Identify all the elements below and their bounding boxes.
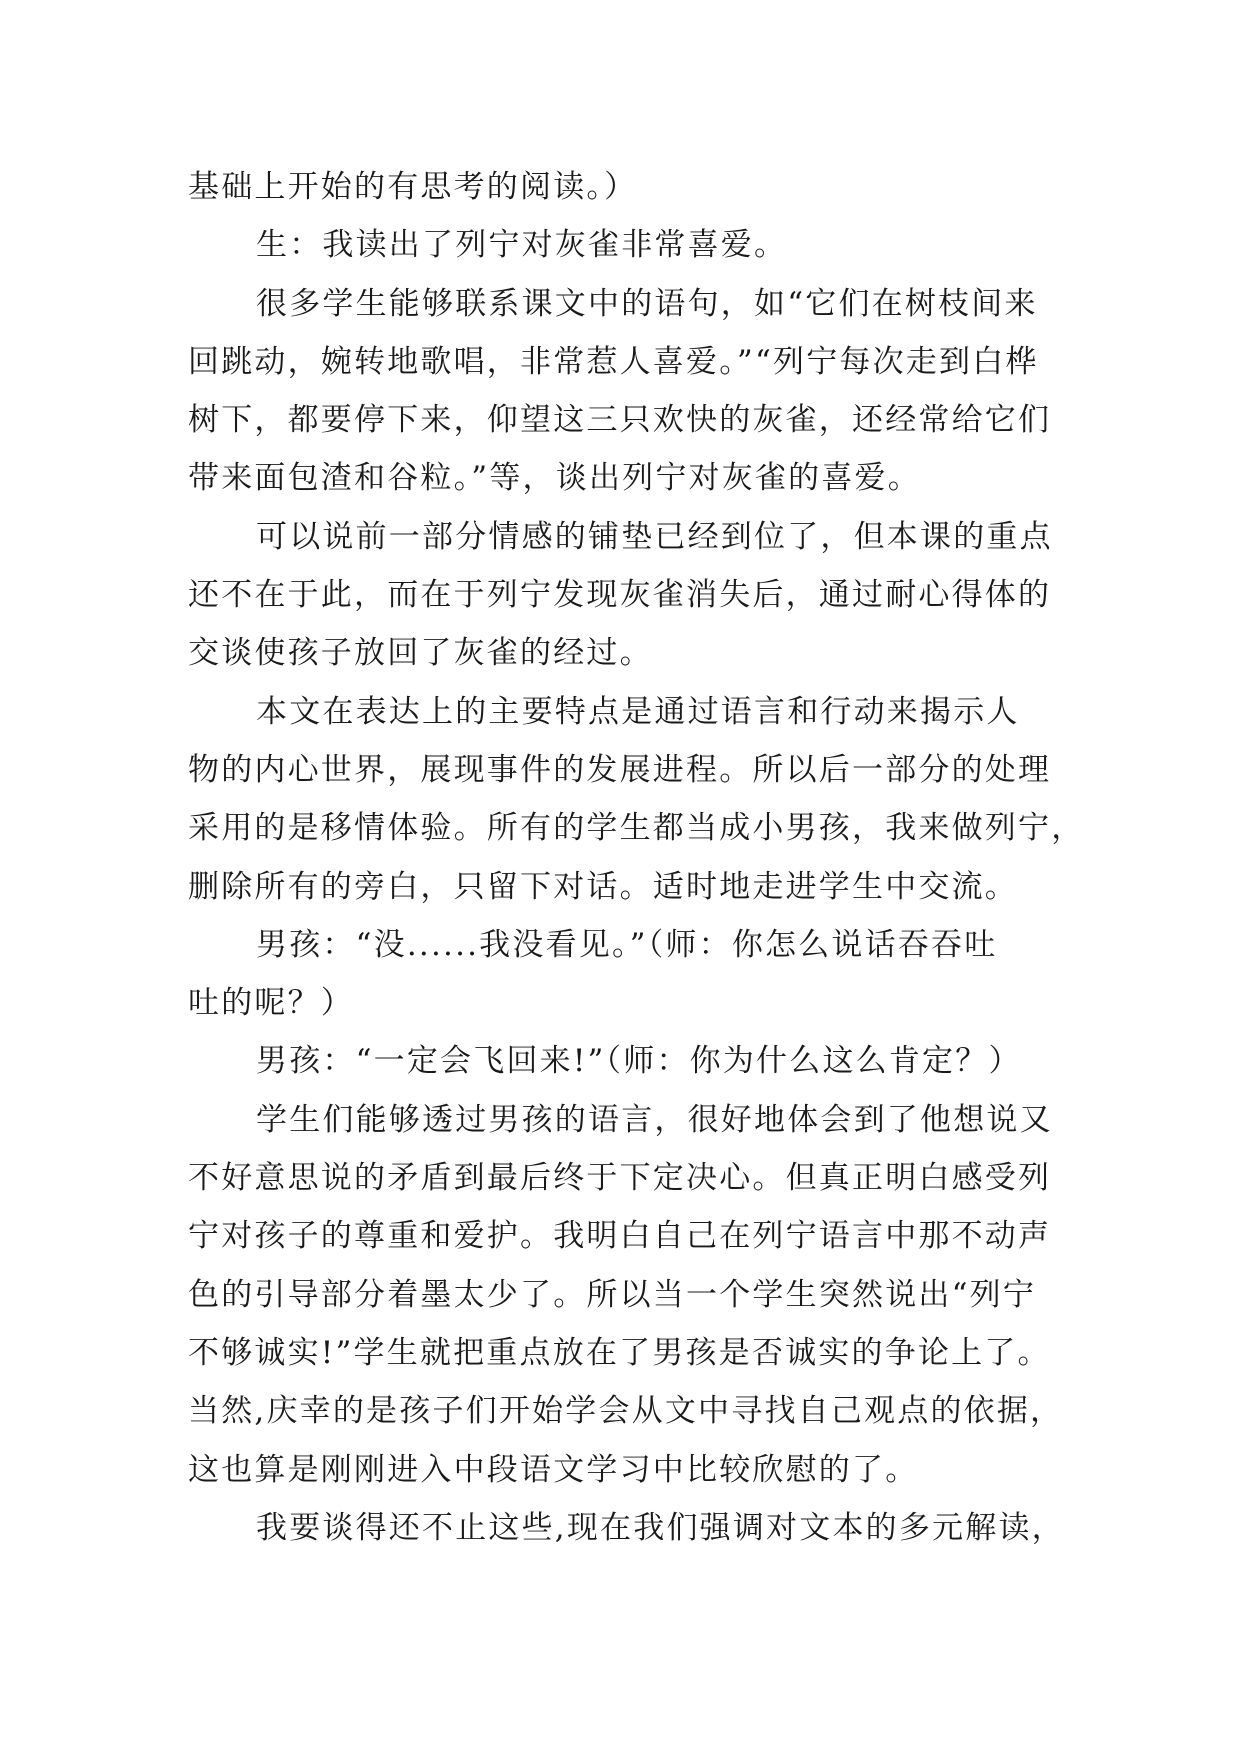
text-line: 物的内心世界，展现事件的发展进程。所以后一部分的处理 [188, 751, 1052, 788]
text-line: 回跳动，婉转地歌唱，非常惹人喜爱。”“列宁每次走到白桦 [188, 343, 1039, 380]
text-line: 采用的是移情体验。所有的学生都当成小男孩，我来做列宁， [188, 810, 1085, 847]
text-line: 男孩：“一定会飞回来!”（师：你为什么这么肯定？） [256, 1043, 1022, 1080]
text-line: 生：我读出了列宁对灰雀非常喜爱。 [256, 227, 788, 264]
text-line: 学生们能够透过男孩的语言，很好地体会到了他想说又 [256, 1101, 1053, 1138]
text-line: 树下，都要停下来，仰望这三只欢快的灰雀，还经常给它们 [188, 402, 1052, 439]
text-line: 交谈使孩子放回了灰雀的经过。 [188, 635, 653, 672]
text-line: 不好意思说的矛盾到最后终于下定决心。但真正明白感受列 [188, 1160, 1052, 1197]
text-line: 宁对孩子的尊重和爱护。我明白自己在列宁语言中那不动声 [188, 1218, 1052, 1255]
text-line: 还不在于此，而在于列宁发现灰雀消失后，通过耐心得体的 [188, 577, 1052, 614]
text-line: 这也算是刚刚进入中段语文学习中比较欣慰的了。 [188, 1451, 919, 1488]
text-line: 色的引导部分着墨太少了。所以当一个学生突然说出“列宁 [188, 1276, 1037, 1313]
text-line: 本文在表达上的主要特点是通过语言和行动来揭示人 [256, 693, 1020, 730]
text-line: 我要谈得还不止这些,现在我们强调对文本的多元解读， [256, 1509, 1065, 1546]
text-line: 基础上开始的有思考的阅读。） [188, 169, 638, 205]
text-line: 很多学生能够联系课文中的语句，如“它们在树枝间来 [256, 285, 1038, 322]
text-line: 吐的呢？） [188, 985, 354, 1022]
text-line: 可以说前一部分情感的铺垫已经到位了，但本课的重点 [256, 518, 1053, 555]
text-line: 带来面包渣和谷粒。”等，谈出列宁对灰雀的喜爱。 [188, 460, 921, 497]
text-line: 男孩：“没......我没看见。”（师：你怎么说话吞吞吐 [256, 926, 998, 963]
text-line: 当然,庆幸的是孩子们开始学会从文中寻找自己观点的依据， [188, 1393, 1064, 1430]
document-body [188, 158, 1085, 1557]
text-line: 删除所有的旁白，只留下对话。适时地走进学生中交流。 [188, 868, 1018, 905]
text-line: 不够诚实!”学生就把重点放在了男孩是否诚实的争论上了。 [188, 1334, 1051, 1371]
